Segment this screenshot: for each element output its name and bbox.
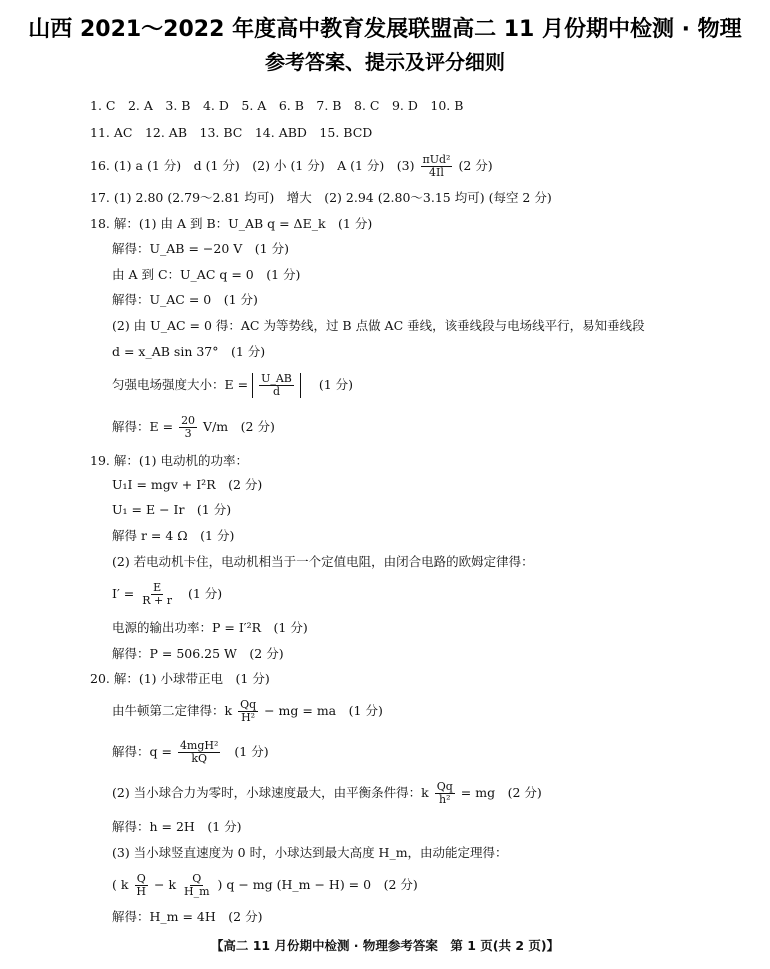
q20-line-7-open: ( k [112, 877, 129, 892]
q19-line-4: 解得 r = 4 Ω (1 分) [112, 528, 235, 543]
q20-energy-denominator-2: H_m [184, 885, 210, 898]
document-subtitle: 参考答案、提示及评分细则 [265, 50, 505, 74]
q19-line-6-text: I′ = [112, 586, 135, 601]
q20-line-3-text: 解得：q = [112, 744, 172, 759]
q18-line-7-text: 匀强电场强度大小：E = [112, 377, 249, 392]
q20-charge-fraction [178, 740, 220, 765]
q20-line-2-text: 由牛顿第二定律得：k [112, 703, 233, 718]
q18-field-fraction [259, 373, 294, 398]
q16-text: 16. (1) a (1 分) d (1 分) (2) 小 (1 分) A (1 分) (3) [90, 158, 415, 173]
q16-score: (2 分) [458, 158, 493, 173]
q20-line-7 [112, 873, 418, 898]
q19-line-8: 解得：P = 506.25 W (2 分) [112, 646, 284, 661]
q19-current-fraction [140, 582, 174, 607]
q20-line-3-score: (1 分) [234, 744, 269, 759]
document-title: 山西 2021～2022 年度高中教育发展联盟高二 11 月份期中检测 · 物理 [28, 17, 742, 42]
q19-line-1: 19. 解：(1) 电动机的功率： [90, 453, 249, 468]
q20-balance-numerator: Qq [436, 780, 453, 793]
q20-energy-denominator-1: H [136, 885, 147, 898]
q18-line-8 [112, 415, 275, 440]
q16-denominator: 4Il [429, 166, 444, 179]
q18-line-5: (2) 由 U_AC = 0 得：AC 为等势线，过 B 点做 AC 垂线，该垂线段与电场线平行，易知垂线段 [112, 318, 645, 333]
q16-fraction [421, 154, 453, 179]
q20-line-4 [112, 781, 542, 806]
q18-field-numerator: U_AB [261, 372, 292, 385]
q20-line-7-rest: ) q − mg (H_m − H) = 0 (2 分) [217, 877, 418, 892]
q20-line-1: 20. 解：(1) 小球带正电 (1 分) [90, 671, 270, 686]
q18-line-4: 解得：U_AC = 0 (1 分) [112, 292, 258, 307]
q20-line-5: 解得：h = 2H (1 分) [112, 819, 242, 834]
q18-result-denominator: 3 [184, 427, 192, 440]
q20-line-4-rest: = mg (2 分) [460, 785, 542, 800]
q18-result-numerator: 20 [181, 414, 196, 427]
q20-charge-numerator: 4mgH² [179, 739, 219, 752]
q20-balance-fraction [435, 781, 455, 806]
q18-line-7-score: (1 分) [318, 377, 354, 392]
q20-energy-numerator-2: Q [192, 872, 202, 885]
q18-field-denominator: d [272, 385, 280, 398]
q18-abs-value [252, 373, 301, 398]
page-footer: 【高二 11 月份期中检测 · 物理参考答案 第 1 页(共 2 页)】 [210, 938, 560, 953]
q19-line-3: U₁ = E − Ir (1 分) [112, 502, 232, 517]
q16-numerator: πUd² [422, 153, 451, 166]
q20-energy-fraction-2 [182, 873, 212, 898]
q18-result-fraction [179, 415, 197, 440]
q20-line-4-text: (2) 当小球合力为零时，小球速度最大，由平衡条件得：k [112, 785, 429, 800]
q18-line-6: d = x_AB sin 37° (1 分) [112, 344, 266, 359]
q18-line-8-text: 解得：E = [112, 419, 174, 434]
mc-answers-row-1: 1. C 2. A 3. B 4. D 5. A 6. B 7. B 8. C 9. D 10. B [90, 98, 464, 113]
q20-balance-denominator: h² [439, 793, 451, 806]
q20-line-2-rest: − mg = ma (1 分) [264, 703, 383, 718]
mc-answers-row-2: 11. AC 12. AB 13. BC 14. ABD 15. BCD [90, 125, 373, 140]
q18-line-2: 解得：U_AB = −20 V (1 分) [112, 241, 289, 256]
q20-force-numerator: Qq [240, 698, 257, 711]
q20-line-3 [112, 740, 269, 765]
q19-current-denominator: R + r [142, 594, 172, 607]
q20-line-6: (3) 当小球竖直速度为 0 时，小球达到最大高度 H_m，由动能定理得： [112, 845, 508, 860]
q18-line-8-score: V/m (2 分) [203, 419, 275, 434]
q17-answer: 17. (1) 2.80 (2.79～2.81 均可) 增大 (2) 2.94 (2.80～3.15 均可) (每空 2 分) [90, 190, 552, 205]
q19-current-numerator: E [153, 581, 162, 594]
q20-line-2 [112, 699, 383, 724]
q16-answer [90, 154, 493, 179]
q19-line-6-score: (1 分) [187, 586, 223, 601]
q20-line-7-mid: − k [154, 877, 177, 892]
q20-energy-numerator-1: Q [136, 872, 146, 885]
q20-force-denominator: H² [241, 711, 256, 724]
q20-charge-denominator: kQ [191, 752, 208, 765]
q20-line-8: 解得：H_m = 4H (2 分) [112, 909, 263, 924]
q20-force-fraction [238, 699, 258, 724]
q19-line-2: U₁I = mgv + I²R (2 分) [112, 477, 263, 492]
q19-line-5: (2) 若电动机卡住，电动机相当于一个定值电阻，由闭合电路的欧姆定律得： [112, 554, 534, 569]
q19-line-7: 电源的输出功率：P = I′²R (1 分) [112, 620, 308, 635]
q18-line-3: 由 A 到 C：U_AC q = 0 (1 分) [112, 267, 301, 282]
q18-line-7 [112, 373, 353, 398]
q19-line-6 [112, 582, 222, 607]
q20-energy-fraction-1 [134, 873, 148, 898]
q18-line-1: 18. 解：(1) 由 A 到 B：U_AB q = ΔE_k (1 分) [90, 216, 373, 231]
